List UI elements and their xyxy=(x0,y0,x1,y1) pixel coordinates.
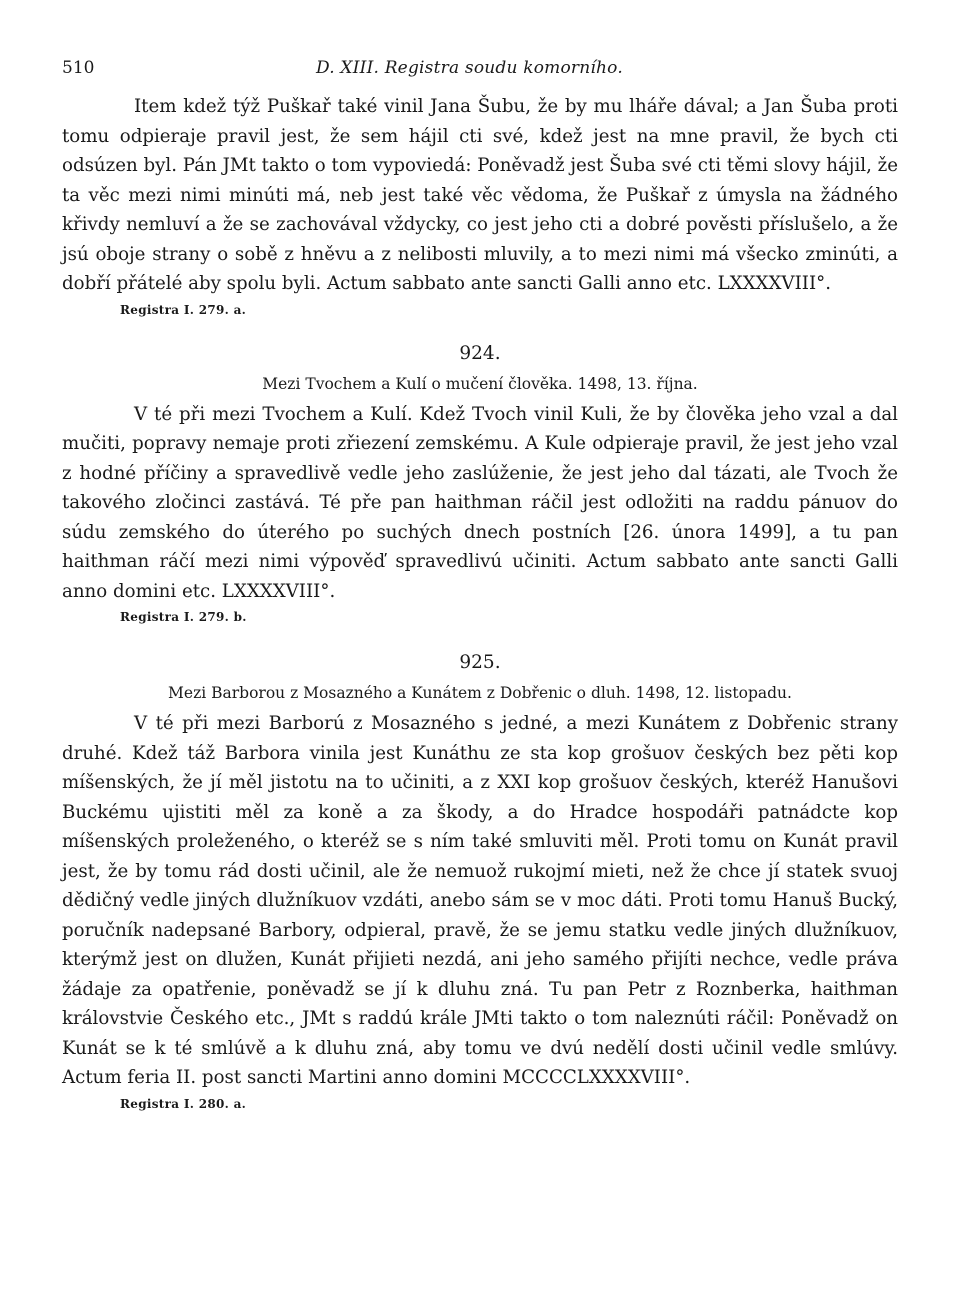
entry-text: V té při mezi Tvochem a Kulí. Kdež Tvoch vinil Kuli, že by člověka jeho vzal a dal mučiti, popravy nemaje proti zřiezení zemskému. A Kule odpieraje pravil, že jest jeho vzal z hodné příčiny a spravedlivě vedle jeho zaslúženie, že jest jeho dal tázati, ale Tvoch že takového zločinci zastává. Té pře pan haithman ráčil jest odložiti na raddu pánuov do súdu zemského do úterého po suchých dnech postních [26. února 1499], a tu pan haithman ráčí mezi nimi výpověď spravedlivú učiniti. Actum sabbato ante sancti Galli anno domini etc. LXXXXVIII°. xyxy=(62,403,898,602)
entry-continuation xyxy=(62,92,898,319)
running-header xyxy=(62,58,898,92)
entry-heading: Mezi Tvochem a Kulí o mučení člověka. 1498, 13. října. xyxy=(262,374,698,393)
running-title: D. XIII. Registra soudu komorního. xyxy=(316,58,623,78)
entry-number: 924. xyxy=(459,342,501,364)
entry-text: Item kdež týž Puškař také vinil Jana Šubu, že by mu lháře dával; a Jan Šuba proti tomu odpieraje pravil jest, že sem hájil cti své, kdež jest na mne pravil, že bych cti odsúzen byl. Pán JMt takto o tom vypoviedá: Poněvadž jest Šuba své cti těmi slovy hájil, že ta věc mezi nimi minúti má, neb jest také věc vědoma, že Puškař z úmysla na žádného křivdy nemluví a že se zachovával vždycky, co jest jeho cti a dobré pověsti příslušelo, a že jsú oboje strany o sobě z hněvu a z nelibosti mluvily, a to mezi nimi má všecko zminúti, a dobří přátelé aby spolu byli. Actum sabbato ante sancti Galli anno etc. LXXXXVIII°. xyxy=(62,96,898,294)
page-number: 510 xyxy=(62,58,95,78)
entry-text: V té při mezi Barború z Mosazného s jedné, a mezi Kunátem z Dobřenic strany druhé. Kdež táž Barbora vinila jest Kunáthu ze sta kop grošuov českých bez pěti kop míšenských, že jí měl jistotu na to učiniti, a z XXI kop grošuov českých, kteréž Hanušovi Buckému ujistiti měl za koně a za škody, a do Hradce hospodáři patnádcte kop míšenských proleženého, o kteréž se s ním také smluviti měl. Proti tomu on Kunát pravil jest, že by tomu rád dosti učinil, ale že nemuož rukojmí mieti, než že chce jí statek svuoj dědičný vedle jiných dlužníkuov vzdáti, anebo sám se v moc dáti. Proti tomu Hanuš Bucký, poručník nadepsané Barbory, odpieral, pravě, že se jemu statku vedle jiných dlužníkuov, kterýmž jest on dlužen, Kunát přijieti nezdá, ani jeho samého přijíti nechce, vedle práva žádaje za opatřenie, poněvadž se jí k dluhu zná. Tu pan Petr z Roznberka, haithman královstvie Českého etc., JMt s raddú krále JMti takto o tom naleznúti ráčil: Poněvadž on Kunát se k té smlúvě a k dluhu zná, aby tomu ve dvú nedělí dosti učinil vedle smlúvy. Actum feria II. post sancti Martini anno domini MCCCCLXXXXVIII°. xyxy=(62,713,898,1088)
source-reference: Registra I. 279. b. xyxy=(120,610,247,624)
entry-925 xyxy=(62,650,898,1113)
entry-heading: Mezi Barborou z Mosazného a Kunátem z Dobřenic o dluh. 1498, 12. listopadu. xyxy=(168,684,792,702)
entry-number: 925. xyxy=(459,652,501,673)
source-reference: Registra I. 280. a. xyxy=(120,1096,247,1111)
entry-924 xyxy=(62,341,898,627)
source-reference: Registra I. 279. a. xyxy=(120,302,247,317)
document-page xyxy=(62,58,898,1113)
